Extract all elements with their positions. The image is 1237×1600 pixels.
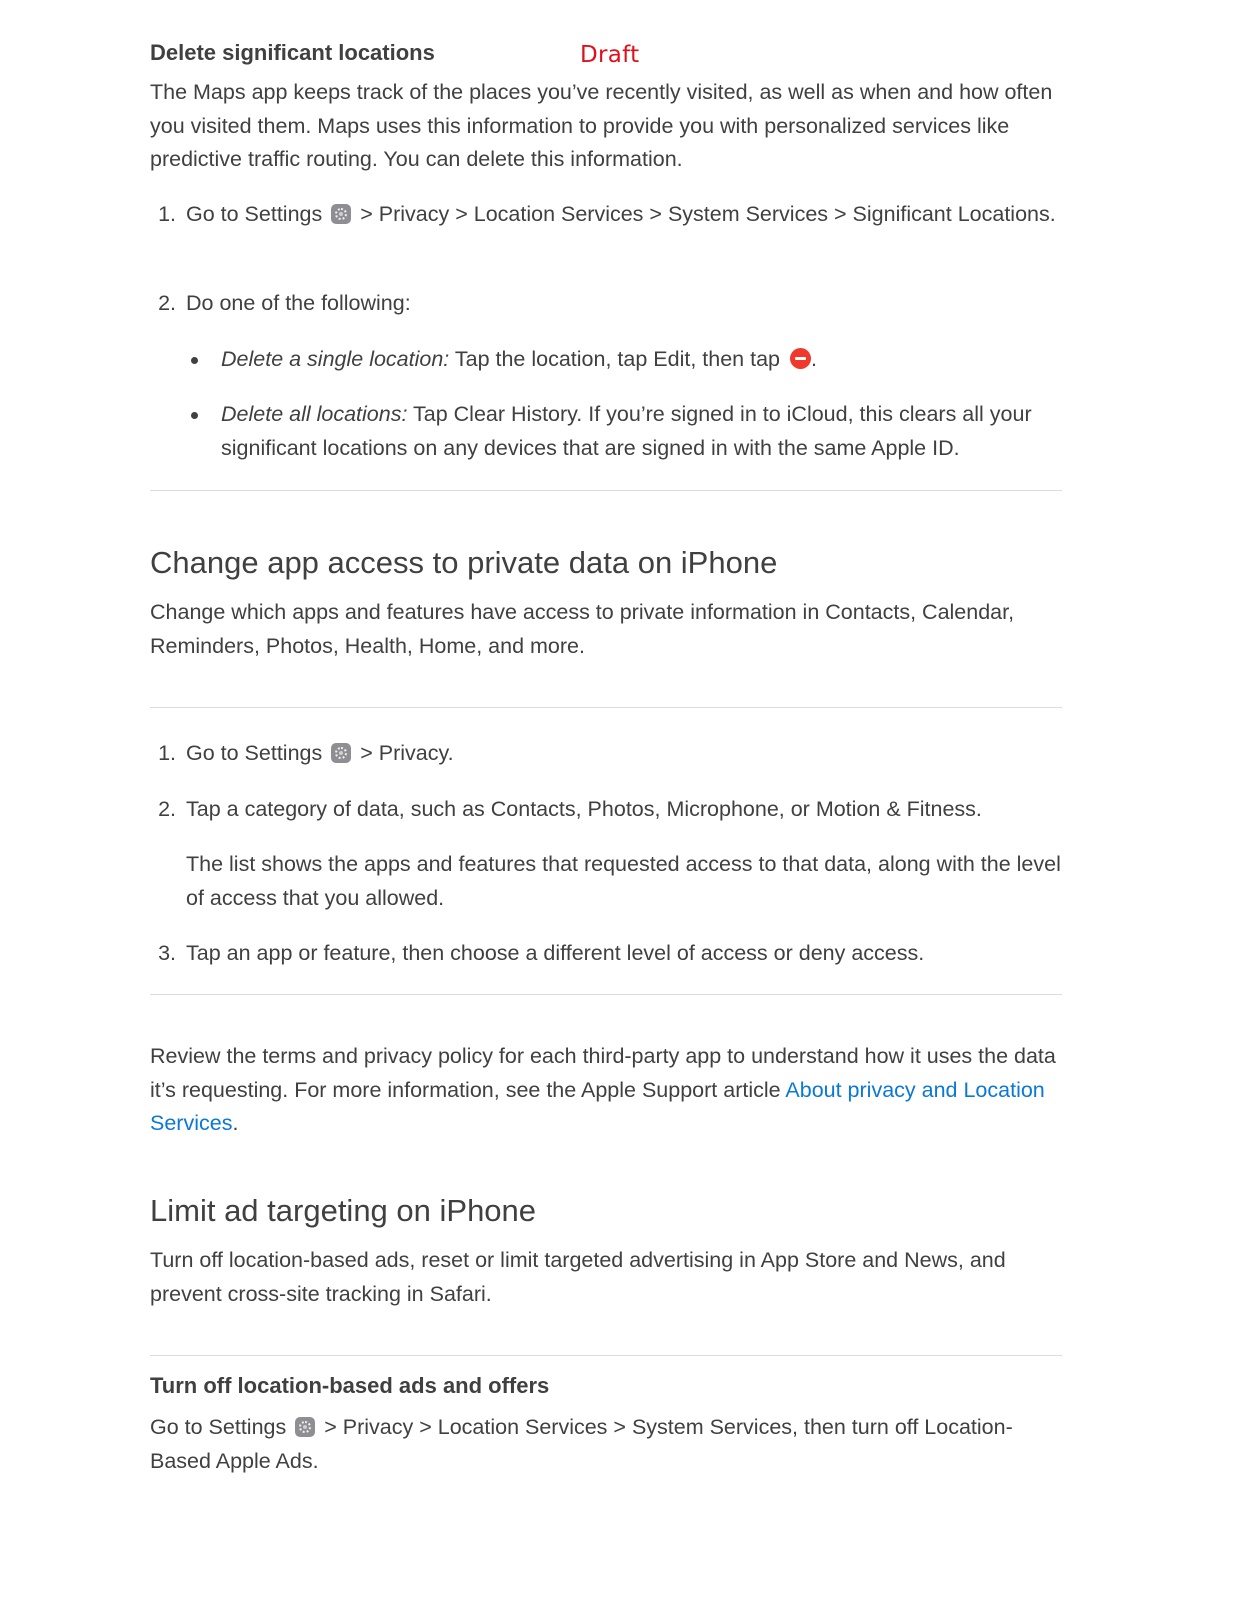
bullet-icon — [191, 412, 198, 419]
heading-delete-significant-locations: Delete significant locations — [150, 40, 435, 65]
step-text-suffix: > Privacy > Location Services > System Services, then turn off Location-Based Apple Ads. — [150, 1415, 1013, 1473]
divider — [150, 707, 1062, 708]
bullet-icon — [191, 357, 198, 364]
settings-icon — [295, 1417, 315, 1437]
draft-watermark: Draft — [580, 42, 640, 68]
bullet-lead: Delete a single location: — [221, 347, 450, 371]
settings-icon — [331, 204, 351, 224]
divider — [150, 490, 1062, 491]
step-number: 1. — [158, 202, 176, 226]
step-text-suffix: > Privacy > Location Services > System Services > Significant Locations. — [360, 202, 1056, 226]
step-number: 2. — [158, 291, 176, 315]
bullet-lead: Delete all locations: — [221, 402, 408, 426]
step-text-prefix: Go to Settings — [150, 1415, 287, 1439]
step-go-to-settings-privacy — [186, 737, 1062, 771]
divider — [150, 1355, 1062, 1356]
step-go-to-settings-significant — [186, 198, 1062, 232]
step-text-prefix: Go to Settings — [186, 202, 323, 226]
bullet-delete-single-location — [221, 343, 1066, 377]
heading-limit-ad-targeting: Limit ad targeting on iPhone — [150, 1193, 537, 1228]
review-text: Review the terms and privacy policy for each third-party app to understand how it uses the data it’s requesting. For more information, see the Apple Support article — [150, 1044, 1056, 1102]
step-text-suffix: > Privacy. — [360, 741, 454, 765]
bullet-end: . — [810, 347, 817, 371]
bullet-body: Tap the location, tap Edit, then tap — [449, 347, 786, 371]
paragraph-significant-intro: The Maps app keeps track of the places you’ve recently visited, as well as when and how often you visited them. Maps uses this information to provide you with personalized services like predictive traffic routing. You can delete this information. — [150, 80, 1053, 171]
step-number: 1. — [158, 741, 176, 765]
divider — [150, 994, 1062, 995]
paragraph-review-terms — [150, 1040, 1062, 1141]
step-do-one-of-following: Do one of the following: — [186, 291, 411, 315]
step-tap-category: Tap a category of data, such as Contacts, Photos, Microphone, or Motion & Fitness. — [186, 797, 982, 821]
link-about-privacy[interactable]: About privacy and Location Services — [150, 1077, 1045, 1135]
paragraph-ads-step — [150, 1411, 1062, 1478]
heading-change-app-access: Change app access to private data on iPhone — [150, 545, 778, 580]
heading-turn-off-location-ads: Turn off location-based ads and offers — [150, 1373, 550, 1398]
review-end: . — [232, 1111, 239, 1135]
bullet-body: Tap Clear History. If you’re signed in to iCloud, this clears all your significant locations on any devices that are signed in with the same Apple ID. — [221, 402, 1032, 460]
step-number: 2. — [158, 797, 176, 821]
bullet-delete-all-locations — [221, 398, 1066, 465]
paragraph-private-intro: Change which apps and features have access to private information in Contacts, Calendar, Reminders, Photos, Health, Home, and more. — [150, 600, 1015, 658]
delete-icon — [790, 348, 811, 369]
step-number: 3. — [158, 941, 176, 965]
step-tap-app-or-feature: Tap an app or feature, then choose a different level of access or deny access. — [186, 941, 925, 965]
paragraph-ads-intro: Turn off location-based ads, reset or limit targeted advertising in App Store and News, and prevent cross-site tracking in Safari. — [150, 1248, 1006, 1306]
step-text-prefix: Go to Settings — [186, 741, 323, 765]
step-note-list-shows: The list shows the apps and features that requested access to that data, along with the level of access that you allowed. — [186, 852, 1061, 910]
settings-icon — [331, 743, 351, 763]
